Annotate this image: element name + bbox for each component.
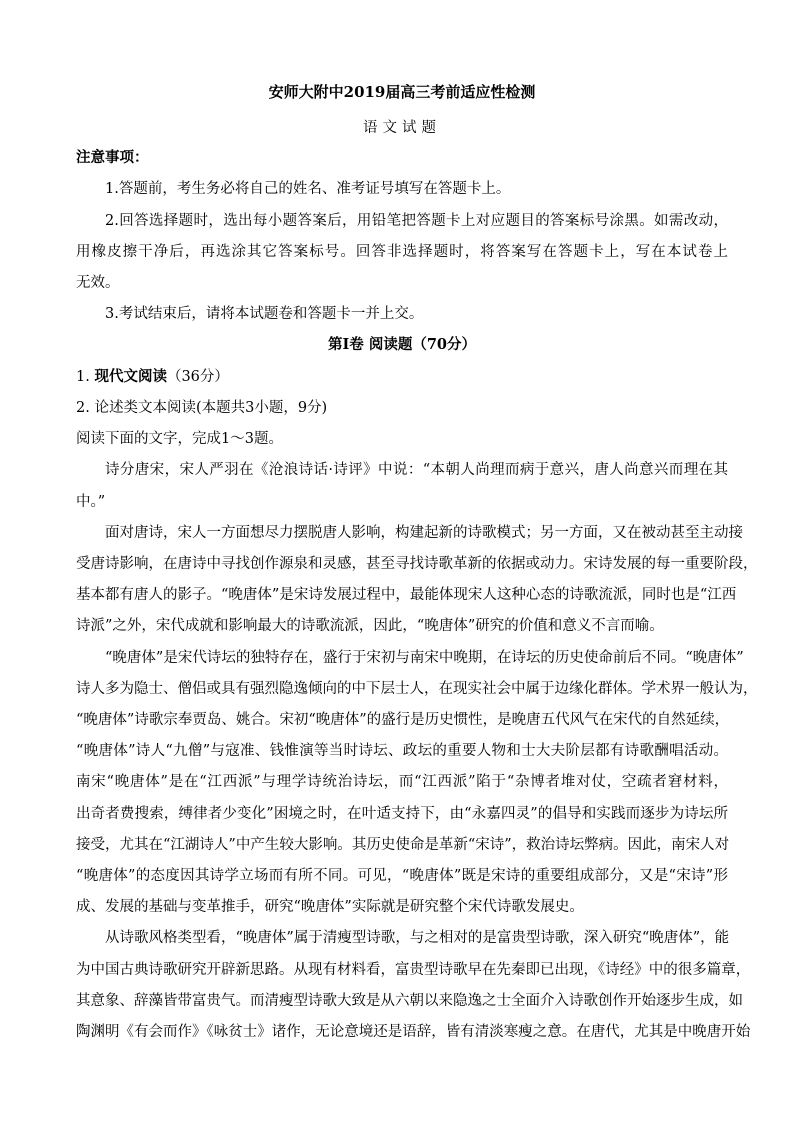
article-line: 其意象、辞藻皆带富贵气。而清瘦型诗歌大致是从六朝以来隐逸之士全面介入诗歌创作开始逐步生成，如 (76, 993, 743, 1009)
article-line: 基本都有唐人的影子。“晚唐体”是宋诗发展过程中，最能体现宋人这种心态的诗歌流派，同时也是“江西 (76, 587, 737, 603)
question-1-number: 1. (76, 369, 95, 385)
article-line: “晚唐体”是宋代诗坛的独特存在，盛行于宋初与南宋中晚期，在诗坛的历史使命前后不同。“晚唐体” (105, 650, 744, 666)
notice-item-1: 1.答题前，考生务必将自己的姓名、准考证号填写在答题卡上。 (105, 181, 511, 197)
article-line: 受唐诗影响，在唐诗中寻找创作源泉和灵感，甚至寻找诗歌革新的依据或动力。宋诗发展的每一重要阶段， (76, 556, 758, 572)
article-line: 从诗歌风格类型看，“晚唐体”属于清瘦型诗歌，与之相对的是富贵型诗歌，深入研究“晚唐体”，能 (105, 930, 730, 946)
notice-heading: 注意事项： (76, 149, 149, 166)
reading-instruction: 阅读下面的文字，完成1～3题。 (76, 431, 283, 447)
notice-item-3: 3.考试结束后，请将本试题卷和答题卡一并上交。 (105, 306, 424, 322)
article-line: 诗派”之外，宋代成就和影响最大的诗歌流派，因此，“晚唐体”研究的价值和意义不言而喻。 (76, 618, 664, 634)
question-1-heading (76, 365, 229, 386)
section-title: 第Ⅰ卷 阅读题（70分） (327, 336, 476, 353)
article-line: “晚唐体”的态度因其诗学立场而有所不同。可见，“晚唐体”既是宋诗的重要组成部分，又是“宋诗”形 (76, 868, 728, 884)
article-line: 接受，尤其在“江湖诗人”中产生较大影响。其历史使命是革新“宋诗”，救治诗坛弊病。因此，南宋人对 (76, 837, 730, 853)
article-line: “晚唐体”诗歌宗奉贾岛、姚合。宋初“晚唐体”的盛行是历史惯性，是晚唐五代风气在宋代的自然延续， (76, 712, 730, 728)
article-line: 出奇者费搜索，缚律者少变化”困境之时，在叶适支持下，由“永嘉四灵”的倡导和实践而逐步为诗坛所 (76, 806, 728, 822)
exam-subtitle: 语文试题 (363, 120, 441, 136)
article-line: 为中国古典诗歌研究开辟新思路。从现有材料看，富贵型诗歌早在先秦即已出现，《诗经》中的很多篇章， (76, 962, 751, 978)
article-line: 面对唐诗，宋人一方面想尽力摆脱唐人影响，构建起新的诗歌模式；另一方面，又在被动甚至主动接 (105, 525, 743, 541)
article-line: 成、发展的基础与变革推手，研究“晚唐体”实际就是研究整个宋代诗歌发展史。 (76, 899, 584, 915)
notice-item-2-line-2: 用橡皮擦干净后，再选涂其它答案标号。回答非选择题时，将答案写在答题卡上，写在本试卷上 (76, 244, 728, 260)
article-line: 诗分唐宋，宋人严羽在《沧浪诗话·诗评》中说：“本朝人尚理而病于意兴，唐人尚意兴而理在其 (105, 462, 728, 478)
article-line: “晚唐体”诗人“九僧”与寇准、钱惟演等当时诗坛、政坛的重要人物和士大夫阶层都有诗歌酬唱活动。 (76, 743, 728, 759)
article-line: 陶渊明《有会而作》《咏贫士》诸作，无论意境还是语辞，皆有清淡寒瘦之意。在唐代，尤其是中晚唐开始 (76, 1024, 751, 1040)
question-1-score: （36分） (166, 369, 229, 385)
article-line: 诗人多为隐士、僧侣或具有强烈隐逸倾向的中下层士人，在现实社会中属于边缘化群体。学术界一般认为， (76, 681, 758, 697)
exam-title: 安师大附中2019届高三考前适应性检测 (268, 83, 536, 101)
article-line: 中。” (76, 494, 106, 510)
article-line: 南宋“晚唐体”是在“江西派”与理学诗统治诗坛，而“江西派”陷于“杂博者堆对仗，空疏者窘材料， (76, 774, 728, 790)
notice-item-2-line-1: 2.回答选择题时，选出每小题答案后，用铅笔把答题卡上对应题目的答案标号涂黑。如需改动， (105, 213, 728, 229)
question-2-heading: 2. 论述类文本阅读(本题共3小题，9分) (76, 400, 328, 416)
question-1-label: 现代文阅读 (94, 368, 167, 385)
notice-item-2-line-3: 无效。 (76, 275, 120, 291)
